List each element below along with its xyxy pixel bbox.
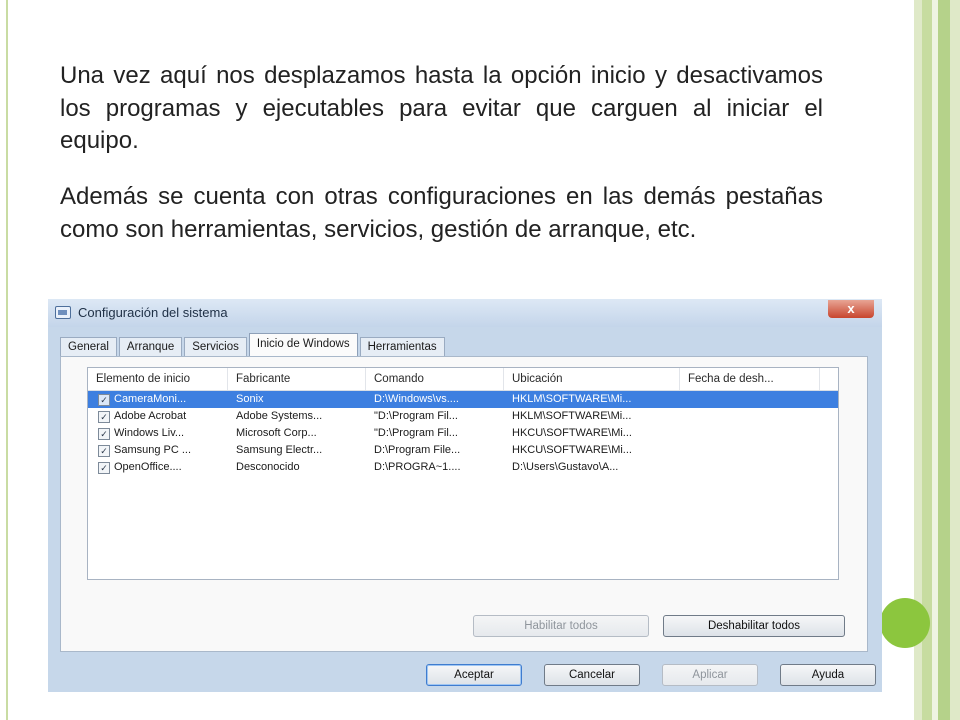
help-button[interactable]: Ayuda: [780, 664, 876, 686]
startup-item-checkbox[interactable]: ✓: [98, 394, 110, 406]
column-header[interactable]: Elemento de inicio: [88, 368, 228, 390]
list-rows: [88, 391, 838, 476]
startup-item-checkbox[interactable]: ✓: [98, 462, 110, 474]
list-cell: "D:\Program Fil...: [374, 427, 458, 439]
paragraph-1: Una vez aquí nos desplazamos hasta la opción inicio y desactivamos los programas y ejecutables para evitar que carguen al iniciar el equipo.: [60, 62, 823, 155]
list-cell: Samsung PC ...: [114, 444, 192, 456]
green-circle-decoration: [880, 598, 930, 648]
list-cell: Desconocido: [236, 461, 300, 473]
startup-item-checkbox[interactable]: ✓: [98, 428, 110, 440]
startup-item-checkbox[interactable]: ✓: [98, 445, 110, 457]
apply-button[interactable]: Aplicar: [662, 664, 758, 686]
tab-arranque[interactable]: Arranque: [119, 337, 182, 357]
column-header[interactable]: Ubicación: [504, 368, 680, 390]
list-cell: Adobe Systems...: [236, 410, 323, 422]
title-bar: [48, 299, 882, 327]
list-cell: HKCU\SOFTWARE\Mi...: [512, 444, 632, 456]
list-cell: [688, 425, 818, 442]
system-configuration-dialog: [48, 299, 882, 692]
left-border-line: [6, 0, 8, 720]
list-cell: [688, 391, 818, 408]
list-item[interactable]: [88, 459, 838, 476]
list-cell: Microsoft Corp...: [236, 427, 317, 439]
tab-servicios[interactable]: Servicios: [184, 337, 247, 357]
startup-item-checkbox[interactable]: ✓: [98, 411, 110, 423]
list-item[interactable]: [88, 391, 838, 408]
list-cell: Samsung Electr...: [236, 444, 323, 456]
startup-items-list[interactable]: [87, 367, 839, 580]
tab-general[interactable]: General: [60, 337, 117, 357]
list-cell: [688, 459, 818, 476]
list-cell: Adobe Acrobat: [114, 410, 187, 422]
right-bar: [950, 0, 960, 720]
dialog-title: Configuración del sistema: [78, 305, 228, 320]
tab-herramientas[interactable]: Herramientas: [360, 337, 445, 357]
paragraph-2: Además se cuenta con otras configuraciones en las demás pestañas como son herramientas, servicios, gestión de arranque, etc.: [60, 183, 823, 243]
right-bar: [938, 0, 950, 720]
list-item[interactable]: [88, 442, 838, 459]
disable-all-button[interactable]: Deshabilitar todos: [663, 615, 845, 637]
list-cell: HKLM\SOFTWARE\Mi...: [512, 393, 632, 405]
list-item[interactable]: [88, 408, 838, 425]
cancel-button[interactable]: Cancelar: [544, 664, 640, 686]
tab-inicio-de-windows[interactable]: Inicio de Windows: [249, 333, 358, 357]
list-header: [88, 368, 838, 391]
tab-panel-startup: [60, 356, 868, 652]
column-header[interactable]: Comando: [366, 368, 504, 390]
list-cell: D:\Users\Gustavo\A...: [512, 461, 619, 473]
tab-strip: [60, 335, 447, 357]
list-cell: D:\PROGRA~1....: [374, 461, 461, 473]
enable-all-button[interactable]: Habilitar todos: [473, 615, 649, 637]
list-cell: Windows Liv...: [114, 427, 185, 439]
msconfig-app-icon: [55, 306, 71, 319]
list-cell: [688, 408, 818, 425]
list-cell: "D:\Program Fil...: [374, 410, 458, 422]
list-cell: OpenOffice....: [114, 461, 182, 473]
list-cell: D:\Windows\vs....: [374, 393, 459, 405]
close-button[interactable]: x: [828, 300, 874, 318]
list-cell: [688, 442, 818, 459]
column-header[interactable]: Fabricante: [228, 368, 366, 390]
column-header[interactable]: Fecha de desh...: [680, 368, 820, 390]
list-item[interactable]: [88, 425, 838, 442]
list-cell: HKCU\SOFTWARE\Mi...: [512, 427, 632, 439]
accept-button[interactable]: Aceptar: [426, 664, 522, 686]
list-cell: D:\Program File...: [374, 444, 461, 456]
list-cell: Sonix: [236, 393, 264, 405]
list-cell: CameraMoni...: [114, 393, 187, 405]
list-cell: HKLM\SOFTWARE\Mi...: [512, 410, 632, 422]
